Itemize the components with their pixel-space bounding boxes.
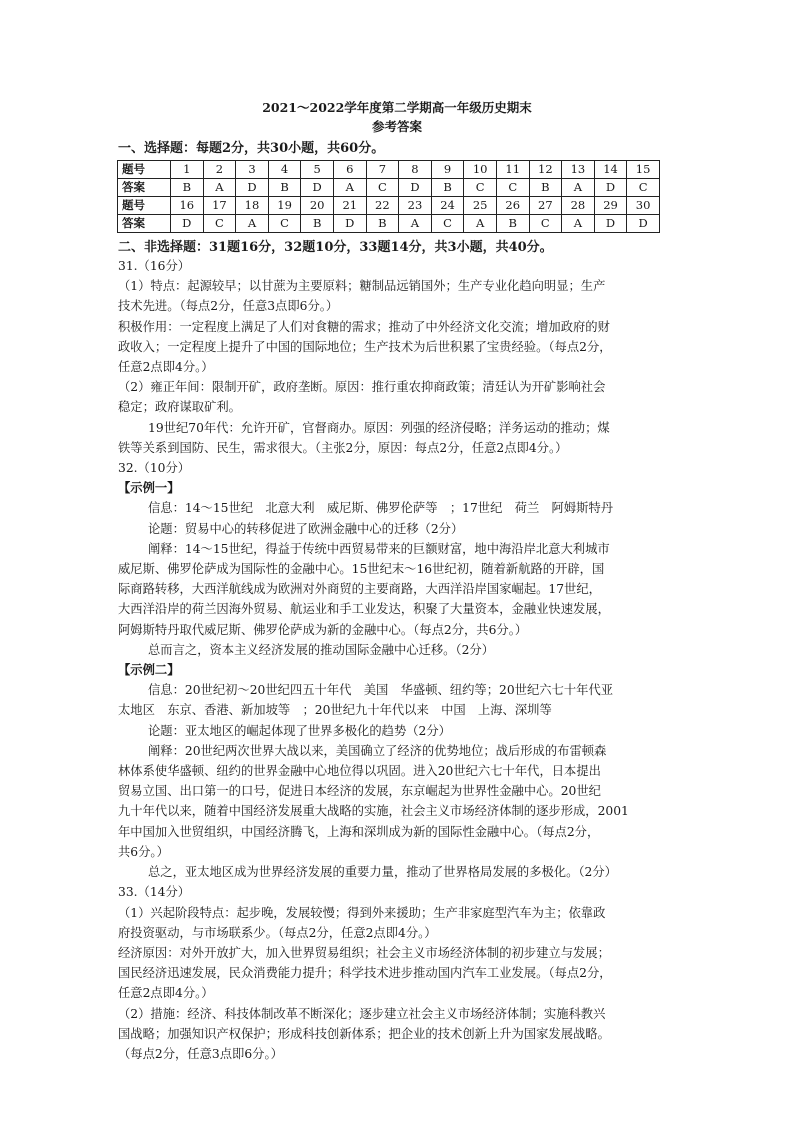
table-row: [118, 179, 660, 197]
question-number: 10: [464, 161, 497, 179]
question-number: 23: [399, 197, 432, 215]
text-line: 信息：14～15世纪 北意大利 威尼斯、佛罗伦萨等 ；17世纪 荷兰 阿姆斯特丹: [148, 501, 614, 516]
answer-cell: D: [171, 215, 204, 233]
answer-cell: B: [268, 179, 301, 197]
question-number: 29: [594, 197, 627, 215]
question-number: 22: [366, 197, 399, 215]
answer-cell: D: [399, 179, 432, 197]
question-number: 25: [464, 197, 497, 215]
answer-cell: B: [171, 179, 204, 197]
text-line: 技术先进。（每点2分，任意3点即6分。）: [118, 299, 339, 314]
answer-cell: C: [464, 179, 497, 197]
answer-cell: B: [431, 179, 464, 197]
text-line: 稳定；政府谋取矿利。: [118, 400, 241, 415]
section-2-heading: 二、非选择题：31题16分，32题10分，33题14分，共3小题，共40分。: [118, 240, 553, 255]
text-line: 国战略；加强知识产权保护；形成科技创新体系；把企业的技术创新上升为国家发展战略。: [118, 1026, 610, 1041]
text-line: 19世纪70年代：允许开矿，官督商办。原因：列强的经济侵略；洋务运动的推动；煤: [148, 420, 610, 435]
text-line: 大西洋沿岸的荷兰因海外贸易、航运业和手工业发达，积聚了大量资本，金融业快速发展，: [118, 602, 610, 617]
text-line: （1）特点：起源较早；以甘蔗为主要原料；糖制品远销国外；生产专业化趋向明显；生产: [118, 279, 606, 294]
question-number: 12: [529, 161, 562, 179]
question-number: 30: [627, 197, 660, 215]
answer-cell: D: [594, 215, 627, 233]
question-number: 13: [562, 161, 595, 179]
text-line: （2）雍正年间：限制开矿，政府垄断。原因：推行重农抑商政策；清廷认为开矿影响社会: [118, 380, 606, 395]
question-number: 17: [203, 197, 236, 215]
answer-cell: A: [333, 179, 366, 197]
question-number: 28: [562, 197, 595, 215]
text-line: 积极作用：一定程度上满足了人们对食糖的需求；推动了中外经济文化交流；增加政府的财: [118, 319, 610, 334]
text-line: 林体系使华盛顿、纽约的世界金融中心地位得以巩固。进入20世纪六七十年代，日本提出: [118, 764, 601, 779]
text-line: 总之，亚太地区成为世界经济发展的重要力量，推动了世界格局发展的多极化。（2分）: [148, 865, 617, 880]
text-line: 阐释：20世纪两次世界大战以来，美国确立了经济的优势地位；战后形成的布雷顿森: [148, 743, 607, 758]
answer-cell: B: [301, 215, 334, 233]
answer-table: [117, 160, 660, 233]
answer-cell: C: [431, 215, 464, 233]
text-line: 贸易立国、出口第一的口号，促进日本经济的发展，东京崛起为世界性金融中心。20世纪: [118, 784, 601, 799]
text-line: 信息：20世纪初～20世纪四五十年代 美国 华盛顿、纽约等；20世纪六七十年代亚: [148, 683, 614, 698]
example-2-heading: 【示例二】: [118, 662, 180, 678]
answer-cell: D: [627, 215, 660, 233]
table-row: [118, 161, 660, 179]
answer-cell: A: [203, 179, 236, 197]
text-line: 总而言之，资本主义经济发展的推动国际金融中心迁移。（2分）: [148, 642, 494, 657]
question-number: 14: [594, 161, 627, 179]
answer-label-cell: 答案: [118, 179, 171, 197]
answer-cell: D: [236, 179, 269, 197]
question-number: 27: [529, 197, 562, 215]
question-number: 11: [496, 161, 529, 179]
document-title: 2021～2022学年度第二学期高一年级历史期末: [262, 100, 532, 115]
header-label-cell: 题号: [118, 161, 171, 179]
text-line: 论题：亚太地区的崛起体现了世界多极化的趋势（2分）: [148, 723, 451, 738]
text-line: 阿姆斯特丹取代威尼斯、佛罗伦萨成为新的金融中心。（每点2分，共6分。）: [118, 622, 528, 637]
text-line: 际商路转移，大西洋航线成为欧洲对外商贸的主要商路，大西洋沿岸国家崛起。17世纪，: [118, 582, 601, 597]
text-line: 任意2点即4分。）: [118, 986, 214, 1001]
text-line: 共6分。）: [118, 844, 169, 859]
answer-cell: A: [399, 215, 432, 233]
question-number: 9: [431, 161, 464, 179]
text-line: 年中国加入世贸组织，中国经济腾飞，上海和深圳成为新的国际性金融中心。（每点2分，: [118, 824, 600, 839]
question-number: 2: [203, 161, 236, 179]
answer-label-cell: 答案: [118, 215, 171, 233]
text-line: 府投资驱动，与市场联系少。（每点2分，任意2点即4分。）: [118, 925, 437, 940]
text-line: 政收入；一定程度上提升了中国的国际地位；生产技术为后世积累了宝贵经验。（每点2分，: [118, 339, 612, 354]
answer-cell: C: [496, 179, 529, 197]
question-number: 7: [366, 161, 399, 179]
text-line: 九十年代以来，随着中国经济发展重大战略的实施，社会主义市场经济体制的逐步形成，2001: [118, 804, 629, 819]
section-1-heading: 一、选择题：每题2分，共30小题，共60分。: [118, 141, 385, 156]
text-line: （每点2分，任意3点即6分。）: [118, 1046, 283, 1061]
question-32-heading: 32.（10分）: [118, 461, 191, 476]
answer-cell: C: [268, 215, 301, 233]
text-line: 论题：贸易中心的转移促进了欧洲金融中心的迁移（2分）: [148, 521, 464, 536]
answer-cell: A: [464, 215, 497, 233]
question-number: 4: [268, 161, 301, 179]
question-31-heading: 31.（16分）: [118, 259, 191, 273]
answer-cell: B: [529, 179, 562, 197]
table-row: [118, 215, 660, 233]
text-line: 国民经济迅速发展，民众消费能力提升；科学技术进步推动国内汽车工业发展。（每点2分，: [118, 966, 612, 981]
answer-cell: A: [562, 179, 595, 197]
question-number: 5: [301, 161, 334, 179]
text-line: 威尼斯、佛罗伦萨成为国际性的金融中心。15世纪末～16世纪初，随着新航路的开辟，国: [118, 562, 605, 577]
question-number: 8: [399, 161, 432, 179]
header-label-cell: 题号: [118, 197, 171, 215]
answer-cell: C: [203, 215, 236, 233]
question-number: 24: [431, 197, 464, 215]
answer-cell: C: [627, 179, 660, 197]
answer-cell: D: [301, 179, 334, 197]
question-number: 21: [333, 197, 366, 215]
question-number: 20: [301, 197, 334, 215]
question-number: 1: [171, 161, 204, 179]
answer-cell: C: [529, 215, 562, 233]
question-number: 3: [236, 161, 269, 179]
text-line: 经济原因：对外开放扩大，加入世界贸易组织；社会主义市场经济体制的初步建立与发展；: [118, 945, 610, 960]
answer-body: [118, 256, 678, 1064]
example-1-heading: 【示例一】: [118, 480, 180, 496]
answer-cell: C: [366, 179, 399, 197]
text-line: 铁等关系到国防、民生，需求很大。（主张2分，原因：每点2分，任意2点即4分。）: [118, 440, 568, 455]
question-33-heading: 33.（14分）: [118, 885, 191, 900]
text-line: 太地区 东京、香港、新加坡等 ；20世纪九十年代以来 中国 上海、深圳等: [118, 703, 552, 718]
answer-cell: B: [366, 215, 399, 233]
answer-cell: D: [594, 179, 627, 197]
text-line: （2）措施：经济、科技体制改革不断深化；逐步建立社会主义市场经济体制；实施科教兴: [118, 1006, 606, 1021]
answer-cell: A: [236, 215, 269, 233]
answer-cell: A: [562, 215, 595, 233]
table-row: [118, 197, 660, 215]
document-subtitle: 参考答案: [371, 119, 422, 134]
question-number: 18: [236, 197, 269, 215]
text-line: 任意2点即4分。）: [118, 360, 214, 375]
answer-cell: D: [333, 215, 366, 233]
question-number: 19: [268, 197, 301, 215]
question-number: 15: [627, 161, 660, 179]
question-number: 16: [171, 197, 204, 215]
question-number: 6: [333, 161, 366, 179]
question-number: 26: [496, 197, 529, 215]
text-line: 阐释：14～15世纪，得益于传统中西贸易带来的巨额财富，地中海沿岸北意大利城市: [148, 541, 610, 556]
answer-cell: B: [496, 215, 529, 233]
text-line: （1）兴起阶段特点：起步晚，发展较慢；得到外来援助；生产非家庭型汽车为主；依靠政: [118, 905, 606, 920]
